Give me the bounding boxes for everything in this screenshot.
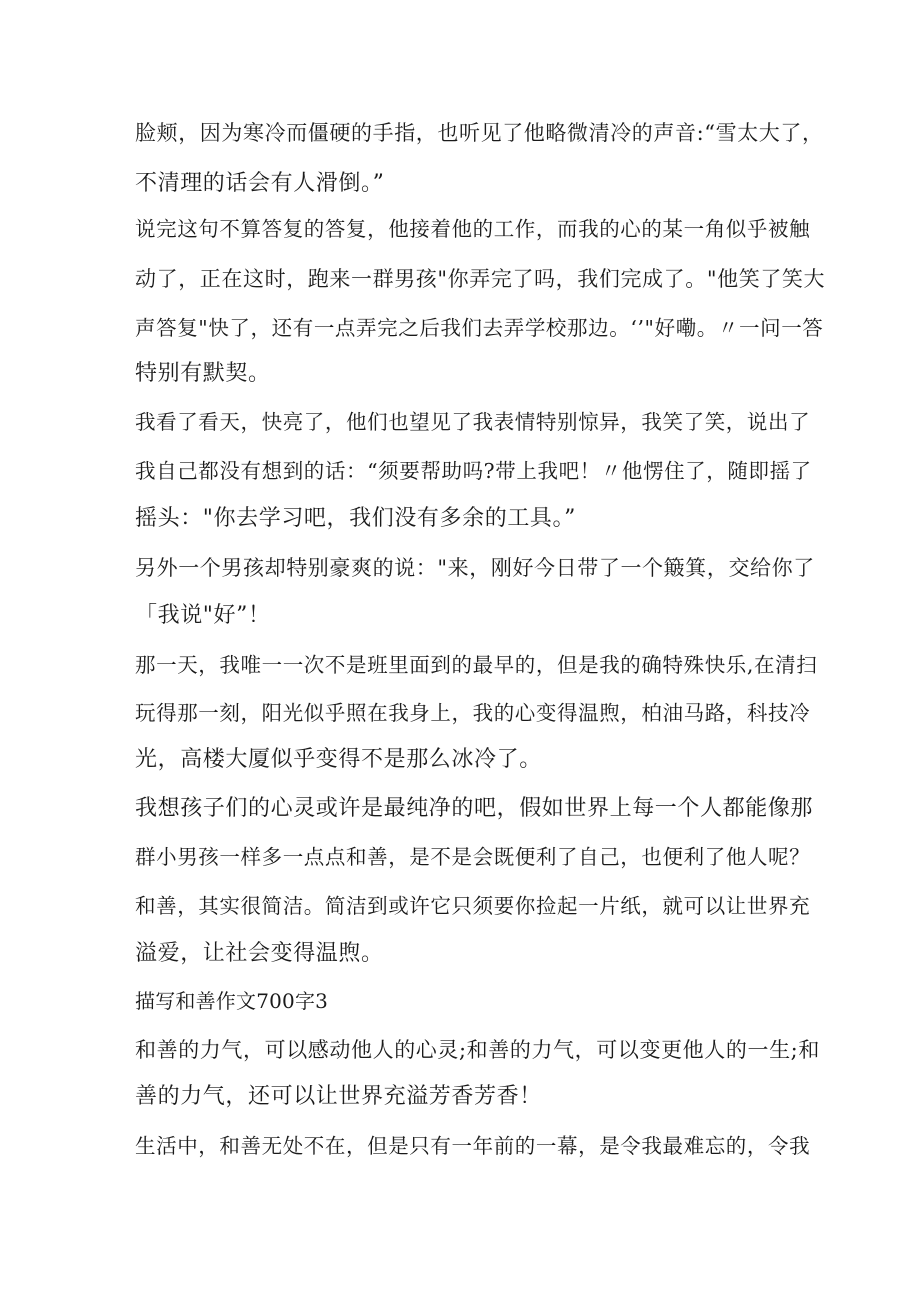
text-line: 我看了看天，快亮了，他们也望见了我表情特别惊异，我笑了笑，说出了	[135, 410, 811, 434]
text-line: 说完这句不算答复的答复，他接着他的工作，而我的心的某一角似乎被触	[135, 217, 811, 241]
text-line: 摇头："你去学习吧，我们没有多余的工具。”	[135, 506, 576, 531]
text-line: 光，高楼大厦似乎变得不是那么冰冷了。	[135, 747, 542, 772]
text-line: 动了，正在这时，跑来一群男孩"你弄完了吗，我们完成了。"他笑了笑大	[135, 267, 826, 291]
text-line: 不清理的话会有人滑倒。”	[135, 171, 385, 196]
text-line: 那一天，我唯一一次不是班里面到的最早的，但是我的确特殊快乐,在清扫	[135, 653, 818, 677]
text-line: 善的力气，还可以让世界充溢芳香芳香！	[135, 1084, 542, 1109]
text-line: 特别有默契。	[135, 361, 271, 386]
text-line: 我自己都没有想到的话：“须要帮助吗?带上我吧！〃他愣住了，随即摇了	[135, 459, 812, 483]
text-line: 我想孩子们的心灵或许是最纯净的吧，假如世界上每一个人都能像那	[135, 796, 814, 821]
text-line: 玩得那一刻，阳光似乎照在我身上，我的心变得温煦，柏油马路，科技冷	[135, 701, 811, 725]
text-line: 和善的力气，可以感动他人的心灵;和善的力气，可以变更他人的一生;和	[135, 1038, 820, 1062]
text-line: 另外一个男孩却特别豪爽的说："来，刚好今日带了一个簸箕，交给你了	[135, 556, 815, 580]
text-line: 和善，其实很简洁。简洁到或许它只须要你捡起一片纸，就可以让世界充	[135, 894, 811, 918]
section-heading: 描写和善作文700字3	[135, 989, 329, 1013]
text-line: 群小男孩一样多一点点和善，是不是会既便利了自己，也便利了他人呢？	[135, 845, 811, 869]
text-line: 声答复"快了，还有一点弄完之后我们去弄学校那边。‘’"好嘞。〃一问一答	[135, 316, 824, 340]
text-line: 脸颊，因为寒冷而僵硬的手指，也听见了他略微清冷的声音:“雪太大了，	[135, 121, 824, 145]
text-line: 生活中，和善无处不在，但是只有一年前的一幕，是令我最难忘的，令我	[135, 1134, 811, 1158]
text-line: 溢爱，让社会变得温煦。	[135, 941, 384, 966]
text-line: 「我说"好”！	[135, 603, 271, 628]
